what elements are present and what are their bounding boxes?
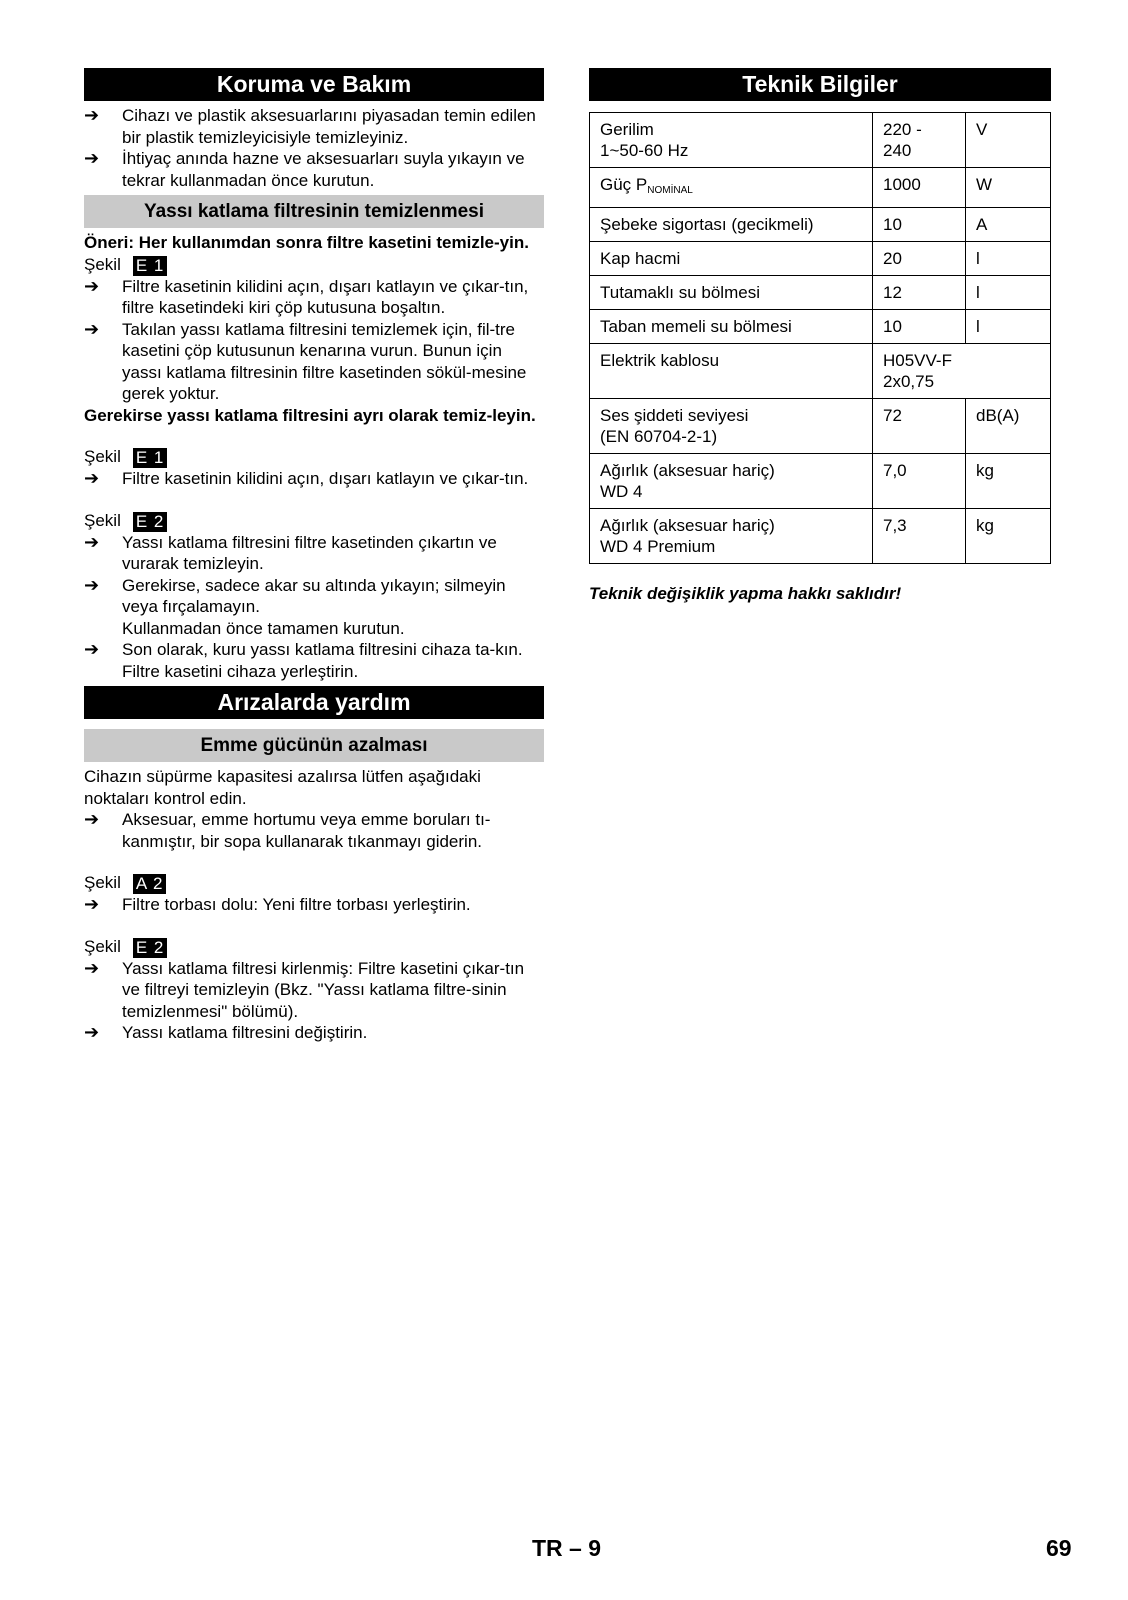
list-item: ➔ Yassı katlama filtresini değiştirin. — [84, 1022, 368, 1042]
technical-data-heading: Teknik Bilgiler — [589, 68, 1051, 101]
spec-label: Kap hacmi — [590, 242, 873, 276]
spec-label: Elektrik kablosu — [590, 344, 873, 399]
section-page-label: TR – 9 — [532, 1535, 602, 1561]
spec-label: Ağırlık (aksesuar hariç) WD 4 Premium — [590, 509, 873, 564]
list-item: ➔ Filtre kasetinin kilidini açın, dışarı katlayın ve çıkar-tın. — [84, 468, 529, 488]
table-row — [590, 276, 1051, 310]
dry-note: Kullanmadan önce tamamen kurutun. — [122, 618, 405, 638]
list-item: ➔ Filtre torbası dolu: Yeni filtre torbası yerleştirin. — [84, 894, 471, 914]
table-row — [590, 509, 1051, 564]
spec-value: 72 — [873, 399, 966, 454]
care-list — [84, 105, 544, 191]
spec-value: 10 — [873, 208, 966, 242]
arrow-icon: ➔ — [84, 318, 100, 339]
spec-unit: kg — [966, 454, 1051, 509]
list-item: ➔ Aksesuar, emme hortumu veya emme boruları tı-kanmıştır, bir sopa kullanarak tıkanmayı giderin. — [84, 809, 491, 851]
spec-label: Gerilim 1~50-60 Hz — [590, 113, 873, 168]
technical-change-note: Teknik değişiklik yapma hakkı saklıdır! — [589, 584, 902, 603]
arrow-icon: ➔ — [84, 275, 100, 296]
table-row — [590, 168, 1051, 208]
spec-unit: l — [966, 242, 1051, 276]
spec-value: 220 - 240 — [873, 113, 966, 168]
spec-label: Ağırlık (aksesuar hariç) WD 4 — [590, 454, 873, 509]
separate-clean-note: Gerekirse yassı katlama filtresini ayrı olarak temiz-leyin. — [84, 405, 536, 425]
spec-table — [589, 112, 1051, 564]
arrow-icon: ➔ — [84, 531, 100, 552]
list-item: ➔ İhtiyaç anında hazne ve aksesuarları suyla yıkayın ve tekrar kullanmadan önce kurutun. — [84, 148, 525, 190]
table-row — [590, 242, 1051, 276]
subscript: NOMİNAL — [647, 185, 693, 196]
spec-label: Şebeke sigortası (gecikmeli) — [590, 208, 873, 242]
table-row — [590, 310, 1051, 344]
figure-badge: E 1 — [133, 256, 168, 276]
left-column — [84, 68, 544, 1044]
spec-label: Taban memeli su bölmesi — [590, 310, 873, 344]
spec-unit: l — [966, 276, 1051, 310]
arrow-icon: ➔ — [84, 1022, 100, 1042]
table-row — [590, 399, 1051, 454]
figure-badge: E 2 — [133, 512, 168, 532]
spec-unit: W — [966, 168, 1051, 208]
figure-badge: E 1 — [133, 448, 168, 468]
spec-value: 1000 — [873, 168, 966, 208]
figure-ref: Şekil E 2 — [84, 936, 544, 958]
page-number: 69 — [1046, 1535, 1072, 1561]
arrow-icon: ➔ — [84, 894, 100, 914]
spec-value: 7,3 — [873, 509, 966, 564]
figure-ref: Şekil E 1 — [84, 254, 544, 276]
arrow-icon: ➔ — [84, 468, 100, 488]
table-row — [590, 344, 1051, 399]
list-item: ➔ Takılan yassı katlama filtresini temizlemek için, fil-tre kasetini çöp kutusunun kenarına vurun. Bunun için yassı katlama filtresinin filtre kasetinden sökül-mesine gerek yoktur. — [84, 318, 527, 403]
list-item: ➔ Cihazı ve plastik aksesuarlarını piyasadan temin edilen bir plastik temizleyicisiyle temizleyiniz. — [84, 105, 536, 147]
figure-ref: Şekil E 2 — [84, 510, 544, 532]
care-heading: Koruma ve Bakım — [84, 68, 544, 101]
figure-ref: Şekil A 2 — [84, 872, 544, 894]
right-column — [589, 68, 1051, 604]
figure-ref: Şekil E 1 — [84, 446, 544, 468]
spec-unit: l — [966, 310, 1051, 344]
suction-intro: Cihazın süpürme kapasitesi azalırsa lütfen aşağıdaki noktaları kontrol edin. — [84, 767, 481, 808]
spec-value: 7,0 — [873, 454, 966, 509]
filter-cleaning-heading: Yassı katlama filtresinin temizlenmesi — [84, 195, 544, 228]
spec-label: Ses şiddeti seviyesi (EN 60704-2-1) — [590, 399, 873, 454]
recommendation-text: Öneri: Her kullanımdan sonra filtre kasetini temizle-yin. — [84, 233, 529, 252]
table-row — [590, 454, 1051, 509]
table-row — [590, 113, 1051, 168]
list-item: ➔ Son olarak, kuru yassı katlama filtresini cihaza ta-kın. Filtre kasetini cihaza yerleştirin. — [84, 639, 523, 681]
troubleshooting-heading: Arızalarda yardım — [84, 686, 544, 719]
arrow-icon: ➔ — [84, 105, 100, 125]
list-item: ➔ Gerekirse, sadece akar su altında yıkayın; silmeyin veya fırçalamayın. — [84, 574, 506, 616]
spec-label: Güç $P_{NOMİNAL}$ — [590, 168, 873, 208]
arrow-icon: ➔ — [84, 957, 100, 978]
spec-unit: V — [966, 113, 1051, 168]
spec-label: Tutamaklı su bölmesi — [590, 276, 873, 310]
table-row — [590, 208, 1051, 242]
spec-value: 20 — [873, 242, 966, 276]
list-item: ➔ Filtre kasetinin kilidini açın, dışarı katlayın ve çıkar-tın, filtre kasetindeki kiri çöp kutusuna boşaltın. — [84, 275, 529, 317]
spec-unit: kg — [966, 509, 1051, 564]
arrow-icon: ➔ — [84, 148, 100, 168]
spec-value: H05VV-F 2x0,75 — [873, 344, 1051, 399]
figure-badge: E 2 — [133, 938, 168, 958]
spec-value: 10 — [873, 310, 966, 344]
arrow-icon: ➔ — [84, 574, 100, 595]
arrow-icon: ➔ — [84, 809, 100, 829]
suction-heading: Emme gücünün azalması — [84, 729, 544, 762]
figure-badge: A 2 — [133, 874, 167, 894]
spec-unit: dB(A) — [966, 399, 1051, 454]
spec-value: 12 — [873, 276, 966, 310]
arrow-icon: ➔ — [84, 639, 100, 659]
list-item: ➔ Yassı katlama filtresi kirlenmiş: Filtre kasetini çıkar-tın ve filtreyi temizleyin (Bkz. "Yassı katlama filtre-sinin temizlenmesi" bölümü). — [84, 957, 525, 1021]
list-item: ➔ Yassı katlama filtresini filtre kasetinden çıkartın ve vurarak temizleyin. — [84, 531, 497, 573]
spec-unit: A — [966, 208, 1051, 242]
